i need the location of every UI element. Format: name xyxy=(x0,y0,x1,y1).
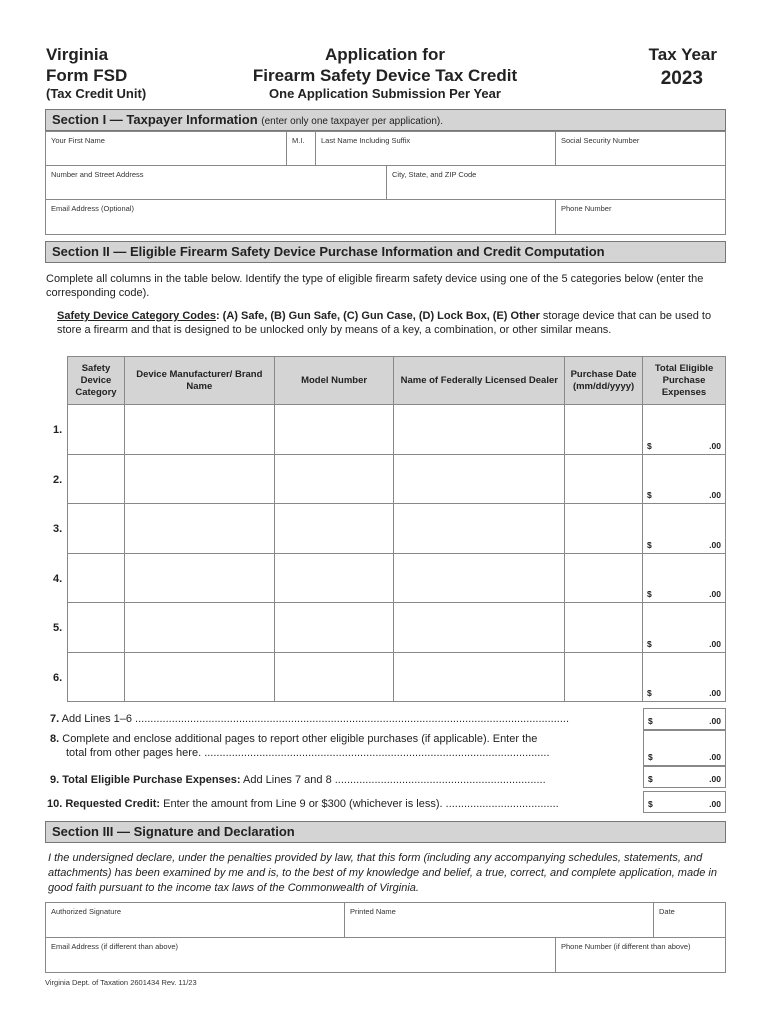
table-cell[interactable] xyxy=(68,504,125,554)
row-number: 6. xyxy=(53,671,63,684)
table-cell[interactable] xyxy=(68,553,125,603)
col-model: Model Number xyxy=(274,357,394,405)
table-row xyxy=(68,603,726,653)
table-cell[interactable] xyxy=(124,454,274,504)
table-row xyxy=(68,454,726,504)
tax-year: 2023 xyxy=(660,68,703,89)
title-line-1: Application for xyxy=(325,45,445,64)
row-number: 2. xyxy=(53,473,63,486)
row-number: 1. xyxy=(53,424,63,436)
table-cell[interactable] xyxy=(565,652,643,702)
table-cell[interactable] xyxy=(565,454,643,504)
mi-field[interactable]: M.I. xyxy=(287,132,316,165)
col-dealer: Name of Federally Licensed Dealer xyxy=(394,357,565,405)
section-2-title: Section II — Eligible Firearm Safety Device Purchase Information and Credit Computation xyxy=(52,244,605,259)
table-cell[interactable] xyxy=(565,603,643,653)
amount-cell: $ .00 xyxy=(647,589,721,599)
state-name: Virginia xyxy=(46,45,109,64)
unit-name: (Tax Credit Unit) xyxy=(46,86,147,101)
table-cell[interactable] xyxy=(68,405,125,455)
row-address xyxy=(45,165,726,200)
subtitle: One Application Submission Per Year xyxy=(269,86,501,101)
col-category: Safety Device Category xyxy=(68,357,125,405)
phone-field[interactable]: Phone Number xyxy=(561,204,612,213)
table-cell[interactable] xyxy=(124,652,274,702)
row-email xyxy=(45,199,726,235)
title-line-2: Firearm Safety Device Tax Credit xyxy=(252,66,518,85)
col-expenses: Total Eligible Purchase Expenses xyxy=(643,357,726,405)
amount-cell: $ .00 xyxy=(647,539,721,550)
section-1-title: Section I — Taxpayer Information xyxy=(52,112,258,127)
table-cell[interactable] xyxy=(274,405,394,455)
table-cell[interactable] xyxy=(394,603,565,653)
line-8-amount[interactable]: $ .00 xyxy=(643,730,726,766)
table-cell[interactable] xyxy=(565,553,643,603)
sig-phone-field[interactable]: Phone Number (if different than above) xyxy=(561,942,691,951)
row-name xyxy=(45,131,726,166)
table-cell[interactable] xyxy=(565,405,643,455)
line-10-amount[interactable]: $ .00 xyxy=(643,791,726,813)
form-number: Form FSD xyxy=(46,66,128,85)
table-cell[interactable] xyxy=(643,603,726,653)
sig-email-field[interactable]: Email Address (if different than above) xyxy=(46,938,556,972)
signature-field[interactable]: Authorized Signature xyxy=(46,903,345,937)
declaration-text: I the undersigned declare, under the penalties provided by law, that this form (including any accompanying schedules, statements, and attachments) has been examined by me and is, to the best of my knowledge and belief, a true, correct, and complete application, made in good faith pursuant to the income tax laws of the Commonwealth of Virginia. xyxy=(48,852,717,894)
table-cell[interactable] xyxy=(68,454,125,504)
line-10: 10. Requested Credit: Enter the amount from Line 9 or $300 (whichever is less). ..................................... xyxy=(47,798,559,810)
ssn-field[interactable]: Social Security Number xyxy=(561,136,640,145)
line-8: 8. Complete and enclose additional pages to report other eligible purchases (if applicable). Enter the total from other pages here. ................................................................................................................. xyxy=(50,733,550,759)
table-cell[interactable] xyxy=(565,504,643,554)
table-cell[interactable] xyxy=(68,603,125,653)
table-cell[interactable] xyxy=(124,553,274,603)
table-cell[interactable] xyxy=(394,454,565,504)
amount-cell: $ .00 xyxy=(647,638,721,649)
table-row xyxy=(68,652,726,702)
email-field[interactable]: Email Address (Optional) xyxy=(46,200,556,234)
amount-cell: $ .00 xyxy=(647,490,721,500)
section-3-title: Section III — Signature and Declaration xyxy=(52,824,295,839)
table-cell[interactable] xyxy=(643,405,726,455)
last-name-field[interactable]: Last Name Including Suffix xyxy=(316,132,556,165)
table-cell[interactable] xyxy=(124,405,274,455)
table-cell[interactable] xyxy=(274,553,394,603)
table-cell[interactable] xyxy=(643,553,726,603)
line-7-amount[interactable]: $ .00 xyxy=(643,708,726,730)
row-signature xyxy=(45,902,726,938)
date-field[interactable]: Date xyxy=(659,907,675,916)
printed-name-field[interactable]: Printed Name xyxy=(345,903,654,937)
table-cell[interactable] xyxy=(394,652,565,702)
codes-list: : (A) Safe, (B) Gun Safe, (C) Gun Case, (D) Lock Box, (E) Other xyxy=(215,310,540,322)
section-2-header xyxy=(45,241,726,263)
table-cell[interactable] xyxy=(394,504,565,554)
line-9-amount[interactable]: $ .00 xyxy=(643,766,726,788)
line-7: 7. Add Lines 1–6 .............................................................................................................................................. xyxy=(50,713,570,725)
row-number: 3. xyxy=(53,523,63,535)
category-codes xyxy=(57,309,727,337)
table-cell[interactable] xyxy=(643,504,726,554)
row-number: 5. xyxy=(53,622,63,634)
amount-cell: $ .00 xyxy=(647,688,721,698)
row-number: 4. xyxy=(53,572,63,585)
table-cell[interactable] xyxy=(274,504,394,554)
tax-year-label: Tax Year xyxy=(648,45,717,64)
table-cell[interactable] xyxy=(274,603,394,653)
table-cell[interactable] xyxy=(643,652,726,702)
col-date: Purchase Date (mm/dd/yyyy) xyxy=(565,357,643,405)
col-manufacturer: Device Manufacturer/ Brand Name xyxy=(124,357,274,405)
tax-year-block xyxy=(600,44,725,93)
table-cell[interactable] xyxy=(124,603,274,653)
city-field[interactable]: City, State, and ZIP Code xyxy=(392,170,477,179)
table-cell[interactable] xyxy=(68,652,125,702)
table-cell[interactable] xyxy=(643,454,726,504)
footer: Virginia Dept. of Taxation 2601434 Rev. 11/23 xyxy=(45,978,197,987)
first-name-field[interactable]: Your First Name xyxy=(46,132,287,165)
table-row xyxy=(68,504,726,554)
section-1-note: (enter only one taxpayer per application). xyxy=(261,116,444,127)
table-cell[interactable] xyxy=(394,405,565,455)
codes-rest: storage device that can be used to store a firearm and that is designed to be unlocked only by means of a key, a combination, or other similar means. xyxy=(57,310,712,336)
table-cell[interactable] xyxy=(274,652,394,702)
form-title-block xyxy=(200,44,570,102)
form-identity xyxy=(46,44,146,102)
device-table xyxy=(67,356,726,702)
section-1-header xyxy=(45,109,726,131)
codes-label: Safety Device Category Codes xyxy=(57,310,216,322)
row-contact xyxy=(45,937,726,973)
section-2-intro: Complete all columns in the table below. Identify the type of eligible firearm safety device using one of the 5 categories below (enter the corresponding code). xyxy=(46,273,704,299)
table-row xyxy=(68,405,726,455)
table-cell[interactable] xyxy=(274,454,394,504)
table-cell[interactable] xyxy=(394,553,565,603)
amount-cell: $ .00 xyxy=(647,440,721,451)
address-field[interactable]: Number and Street Address xyxy=(46,166,387,199)
table-cell[interactable] xyxy=(124,504,274,554)
table-row xyxy=(68,553,726,603)
line-9: 9. Total Eligible Purchase Expenses: Add Lines 7 and 8 ..................................................................... xyxy=(50,774,546,786)
section-3-header xyxy=(45,821,726,843)
